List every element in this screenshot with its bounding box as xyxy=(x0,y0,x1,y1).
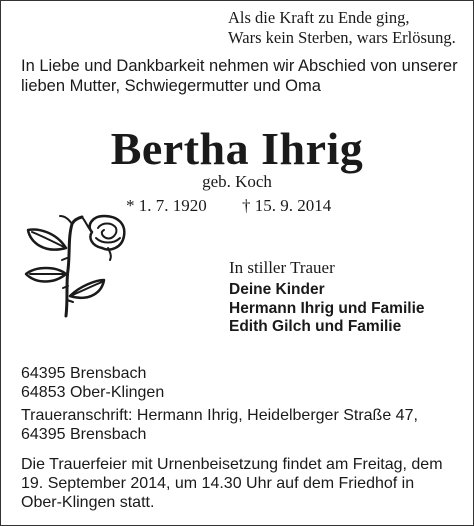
funeral-info: 19. September 2014, um 14.30 Uhr auf dem Friedhof in xyxy=(21,475,415,492)
mourners-list xyxy=(229,281,425,337)
death-date: † 15. 9. 2014 xyxy=(242,196,332,215)
birth-date: * 1. 7. 1920 xyxy=(126,196,207,215)
intro-line: In Liebe und Dankbarkeit nehmen wir Abschied von unserer xyxy=(21,57,458,75)
mourner: Edith Gilch und Familie xyxy=(229,318,402,335)
deceased-name: Bertha Ihrig xyxy=(110,123,364,174)
mourning-address: Traueranschrift: Hermann Ihrig, Heidelberger Straße 47, xyxy=(21,407,418,424)
mourning-label: In stiller Trauer xyxy=(229,258,335,277)
funeral-info: Ober-Klingen statt. xyxy=(21,494,155,511)
mourner: Hermann Ihrig und Familie xyxy=(229,299,425,317)
mourning-address: 64395 Brensbach xyxy=(21,426,147,443)
funeral-info: Die Trauerfeier mit Urnenbeisetzung findet am Freitag, dem xyxy=(21,456,443,473)
motto xyxy=(228,8,456,48)
motto-line: Wars kein Sterben, wars Erlösung. xyxy=(228,28,456,47)
address-line: 64853 Ober-Klingen xyxy=(21,384,165,401)
birth-name: geb. Koch xyxy=(202,172,272,191)
address-line: 64395 Brensbach xyxy=(21,365,147,382)
mourner: Deine Kinder xyxy=(229,281,325,298)
rose-icon xyxy=(22,208,142,318)
intro-text xyxy=(21,56,458,96)
intro-line: lieben Mutter, Schwiegermutter und Oma xyxy=(21,77,321,95)
motto-line: Als die Kraft zu Ende ging, xyxy=(228,8,410,27)
